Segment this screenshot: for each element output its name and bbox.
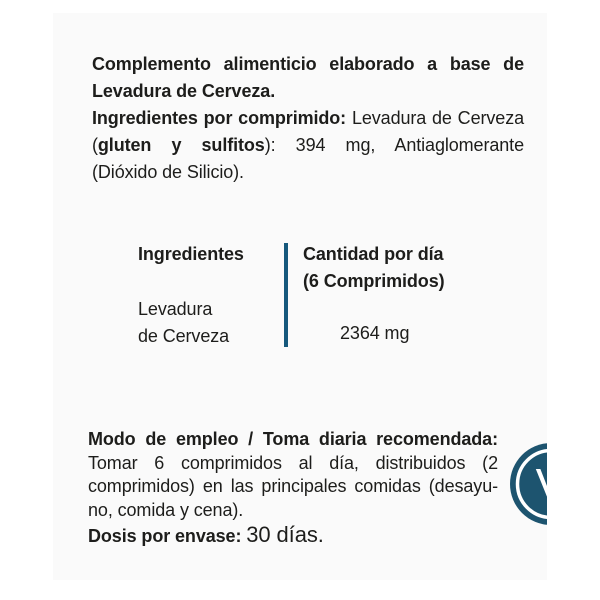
- paren-open: (: [92, 135, 98, 155]
- table-header-amount-line-1: Cantidad por día: [303, 244, 444, 264]
- description-line-2: Levadura de Cerveza.: [92, 81, 276, 101]
- badge-v-letter-icon: V: [535, 459, 567, 511]
- description-line-1: Complemento alimenticio elaborado a base de: [92, 54, 524, 74]
- table-divider: [284, 243, 288, 347]
- description-paragraph: [92, 51, 524, 186]
- table-row-amount: 2364 mg: [340, 323, 410, 343]
- table-header-amount: [303, 241, 445, 295]
- usage-paragraph: [88, 428, 498, 522]
- ingredient-name-line-2: de Cerveza: [138, 326, 230, 346]
- usage-line-3: comprimidos) en las principales comidas (desayu-: [88, 476, 498, 496]
- certification-badge: [510, 443, 567, 525]
- ingredient-name-line-1: Levadura: [138, 299, 213, 319]
- supplement-label: [53, 13, 567, 580]
- allergens-label: gluten y sulfitos: [97, 135, 265, 155]
- dose-label: Dosis por envase:: [88, 526, 242, 546]
- table-header-amount-line-2: (6 Comprimidos): [303, 271, 445, 291]
- ingredients-label: Ingredientes por comprimido:: [92, 108, 347, 128]
- ingredients-line-2: [92, 132, 524, 159]
- ingredients-line-3: (Dióxido de Silicio).: [92, 162, 244, 182]
- amount-per-tablet: ): 394 mg, Antiaglomerante: [264, 135, 524, 155]
- ingredients-line-1: [92, 105, 524, 132]
- table-header-ingredients: Ingredientes: [138, 244, 244, 264]
- table-row-ingredient: [138, 296, 229, 350]
- usage-line-4: no, comida y cena).: [88, 499, 244, 520]
- dose-value: 30 días.: [246, 522, 324, 547]
- dose-per-package: [88, 522, 324, 548]
- ingredients-value: Levadura de Cerveza: [351, 108, 525, 128]
- usage-heading: Modo de empleo / Toma diaria recomendada:: [88, 429, 498, 449]
- usage-line-2: Tomar 6 comprimidos al día, distribuidos (2: [88, 452, 498, 473]
